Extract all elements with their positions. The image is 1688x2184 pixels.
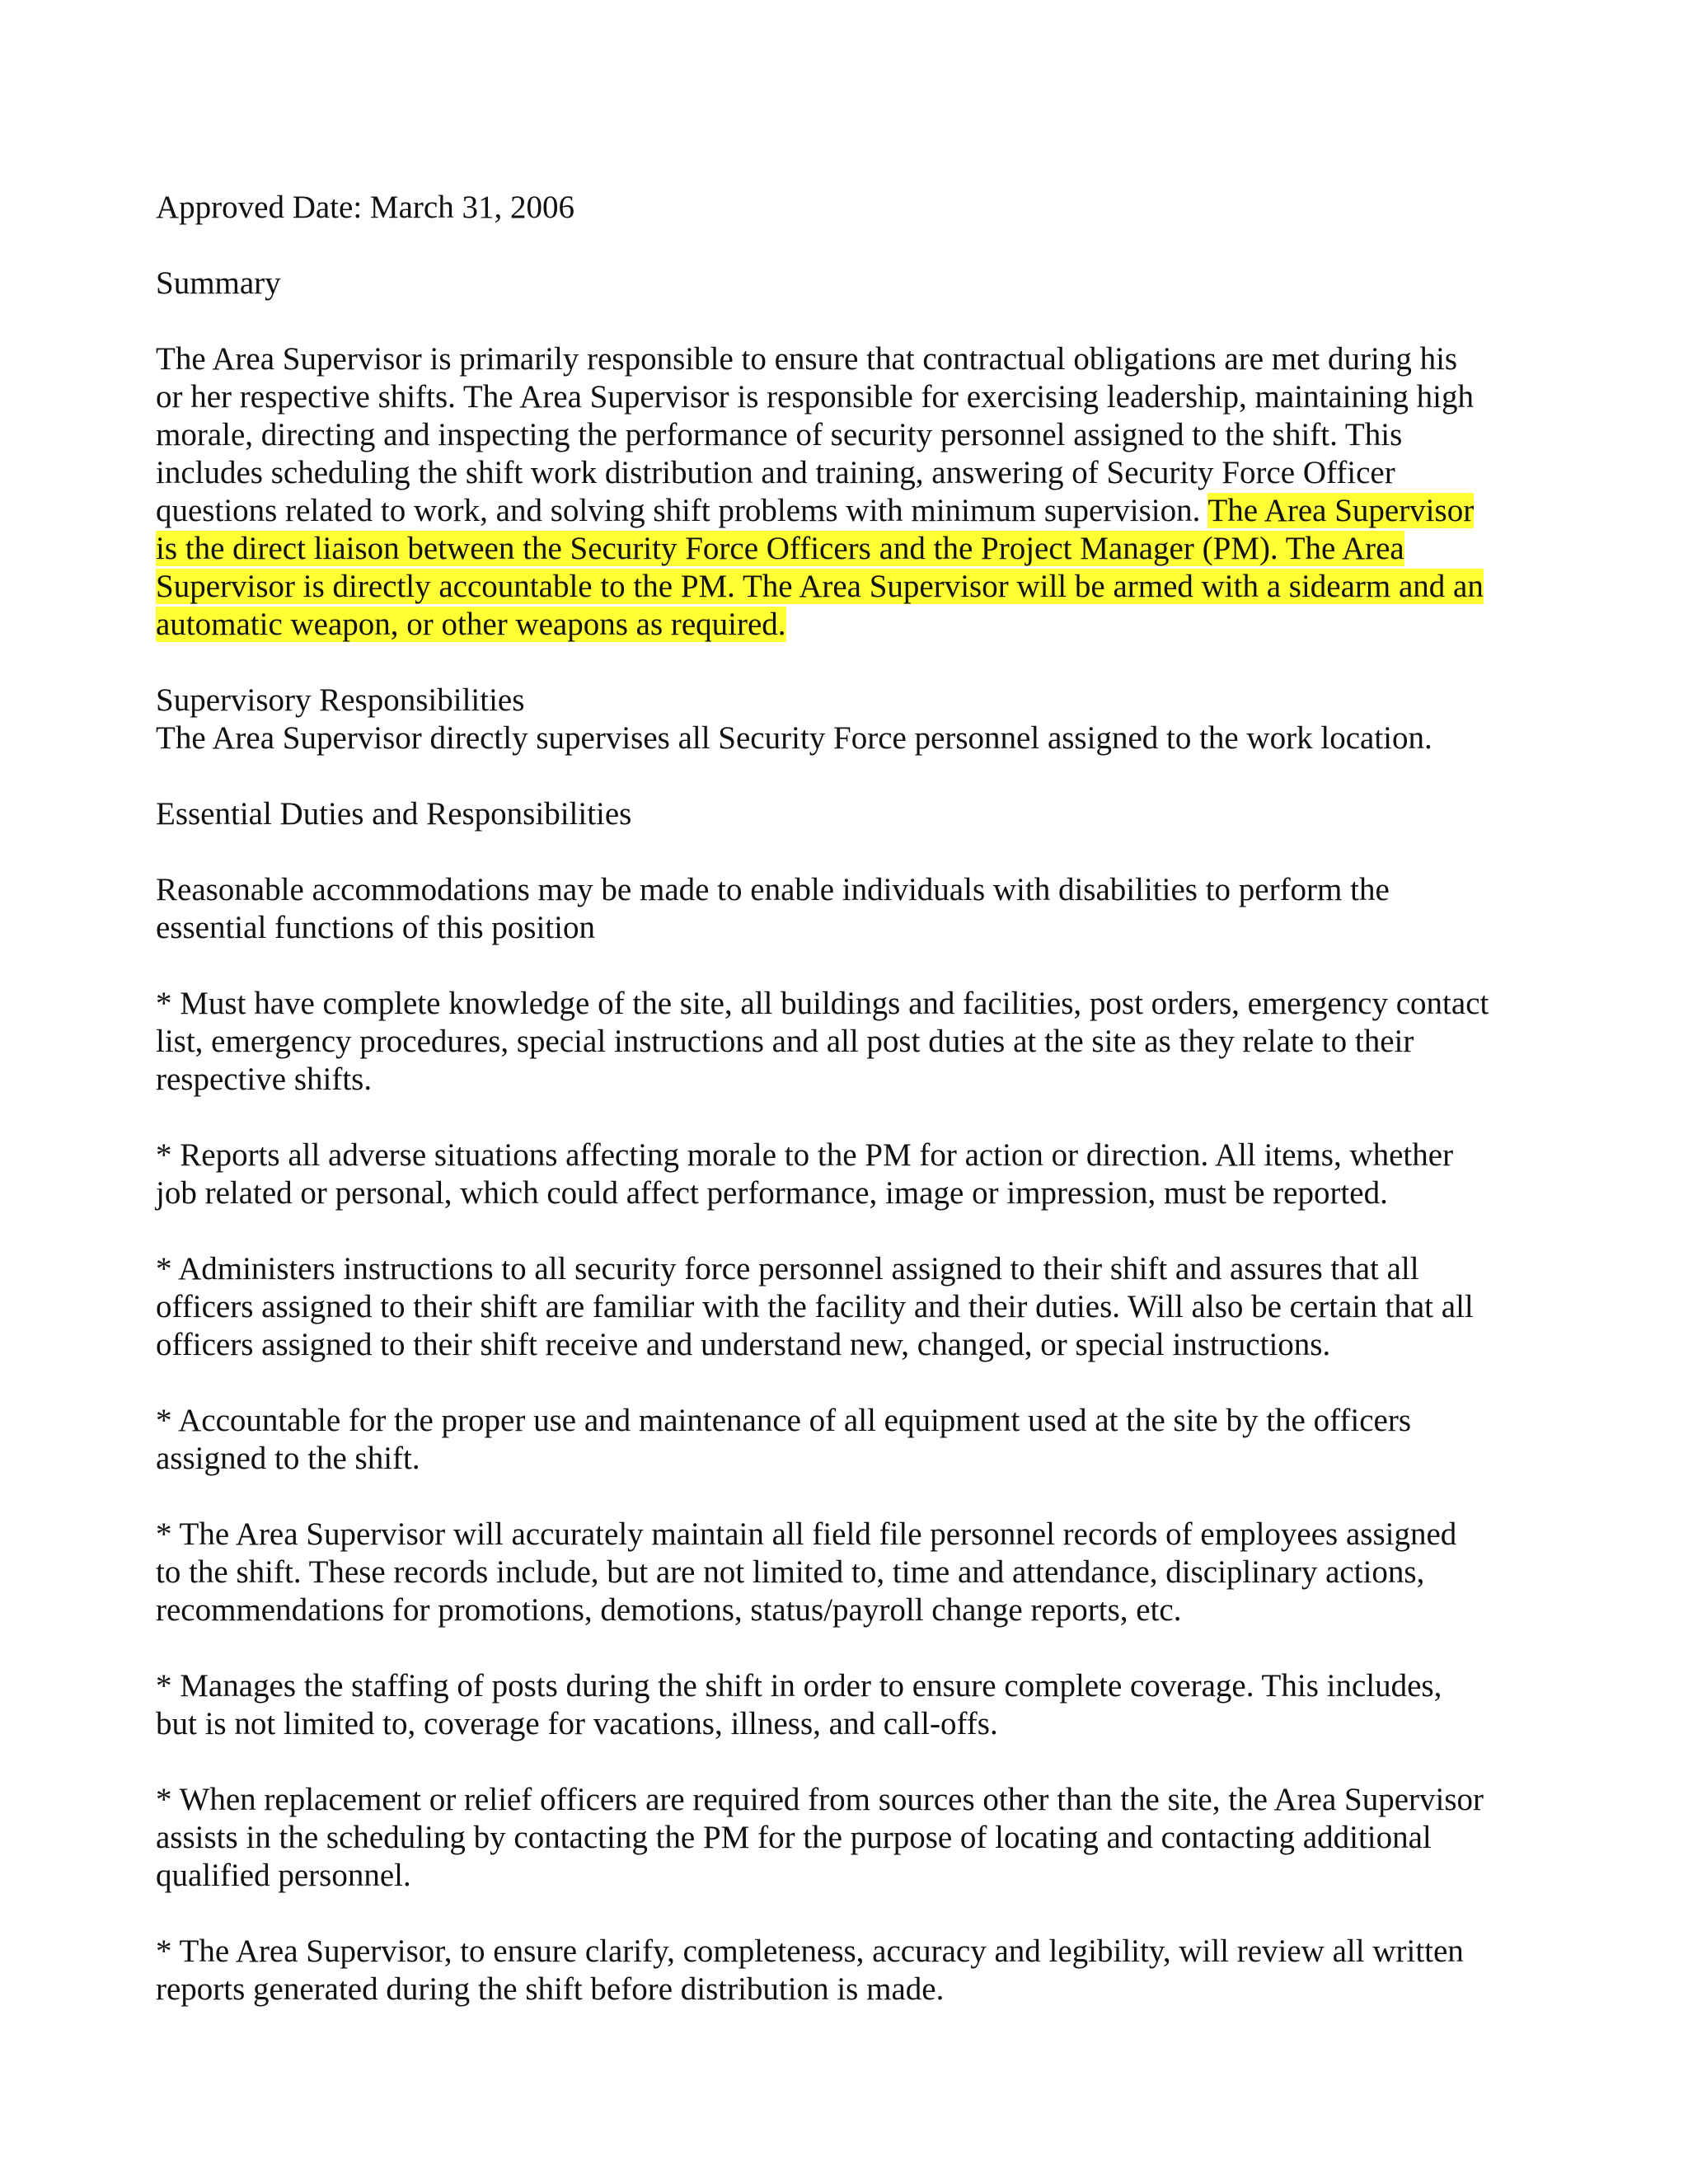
supervisory-heading: Supervisory Responsibilities bbox=[156, 682, 525, 718]
summary-paragraph bbox=[156, 340, 1540, 644]
duty-item: * Administers instructions to all security force personnel assigned to their shift and assures that all officers assigned to their shift are familiar with the facility and their duties. Will also be certain that all officers assigned to their shift receive and understand new, changed, or special instructions. bbox=[156, 1251, 1474, 1362]
summary-text: The Area Supervisor is primarily responsible to ensure that contractual obligations are met during his or her respective shifts. The Area Supervisor is responsible for exercising leadership, maintaining high morale, directing and inspecting the performance of security personnel assigned to the shift. This includes scheduling the shift work distribution and training, answering of Security Force Officer questions related to work, and solving shift problems with minimum supervision. bbox=[156, 341, 1474, 528]
duty-item: * Manages the staffing of posts during the shift in order to ensure complete coverage. This includes, but is not limited to, coverage for vacations, illness, and call-offs. bbox=[156, 1668, 1442, 1741]
duty-item: * When replacement or relief officers are required from sources other than the site, the Area Supervisor assists in the scheduling by contacting the PM for the purpose of locating and contacting additional qualified personnel. bbox=[156, 1782, 1484, 1893]
duty-item: * Reports all adverse situations affecting morale to the PM for action or direction. All items, whether job related or personal, which could affect performance, image or impression, must be reported. bbox=[156, 1137, 1454, 1211]
duty-item: * Accountable for the proper use and maintenance of all equipment used at the site by the officers assigned to the shift. bbox=[156, 1403, 1411, 1476]
supervisory-text: The Area Supervisor directly supervises all Security Force personnel assigned to the work location. bbox=[156, 720, 1432, 756]
summary-highlighted-text: The Area Supervisor is the direct liaison between the Security Force Officers and the Project Manager (PM). The Area Supervisor is directly accountable to the PM. The Area Supervisor will be armed with a sidearm and an automatic weapon, or other weapons as required. bbox=[156, 493, 1484, 642]
duty-item: * Must have complete knowledge of the site, all buildings and facilities, post orders, emergency contact list, emergency procedures, special instructions and all post duties at the site as they relate to their respective shifts. bbox=[156, 986, 1489, 1097]
summary-heading: Summary bbox=[156, 265, 281, 301]
duty-item: * The Area Supervisor will accurately maintain all field file personnel records of employees assigned to the shift. These records include, but are not limited to, time and attendance, disciplinary actions, recommendations for promotions, demotions, status/payroll change reports, etc. bbox=[156, 1516, 1457, 1628]
accommodations-text: Reasonable accommodations may be made to enable individuals with disabilities to perform the essential functions of this position bbox=[156, 872, 1390, 945]
duty-item: * The Area Supervisor, to ensure clarify, completeness, accuracy and legibility, will review all written reports generated during the shift before distribution is made. bbox=[156, 1933, 1464, 2007]
approved-date: Approved Date: March 31, 2006 bbox=[156, 190, 574, 225]
document-body bbox=[156, 189, 1540, 2046]
essential-heading: Essential Duties and Responsibilities bbox=[156, 796, 632, 832]
